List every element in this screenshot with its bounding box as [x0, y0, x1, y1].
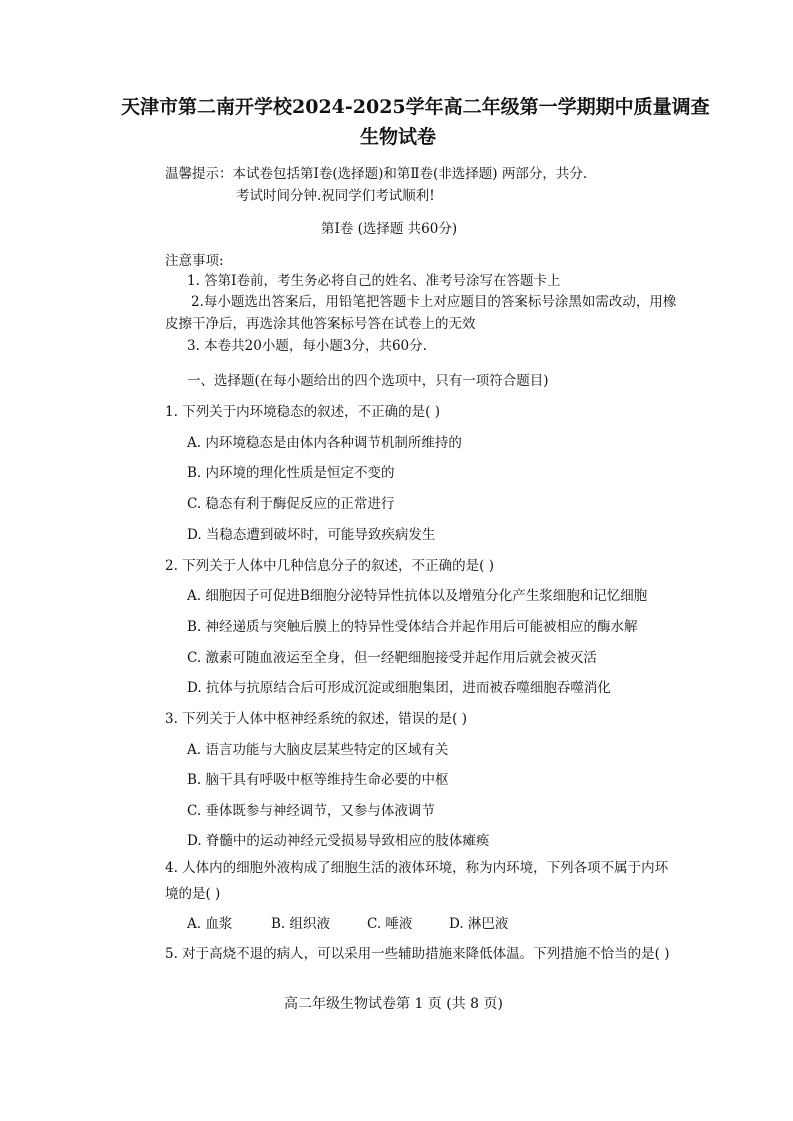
question-2-option-a: A. 细胞因子可促进B细胞分泌特异性抗体以及增殖分化产生浆细胞和记忆细胞 [187, 588, 648, 604]
question-1-option-c: C. 稳态有利于酶促反应的正常进行 [187, 496, 395, 512]
question-4-option-b: B. 组织液 [271, 916, 331, 932]
notes-item-2-line-2: 皮擦干净后，再选涂其他答案标号答在试卷上的无效 [165, 316, 476, 332]
question-4-option-a: A. 血浆 [187, 916, 233, 932]
question-1-option-b: B. 内环境的理化性质是恒定不变的 [187, 465, 395, 481]
question-3-option-a: A. 语言功能与大脑皮层某些特定的区域有关 [187, 742, 449, 758]
question-3-stem: 3. 下列关于人体中枢神经系统的叙述，错误的是( ) [165, 711, 467, 727]
exam-title: 天津市第二南开学校2024-2025学年高二年级第一学期期中质量调查 [121, 96, 710, 118]
question-3-option-b: B. 脑干具有呼吸中枢等维持生命必要的中枢 [187, 772, 449, 788]
question-3-option-d: D. 脊髓中的运动神经元受损易导致相应的肢体瘫痪 [187, 833, 490, 849]
notes-item-1: 1. 答第Ⅰ卷前，考生务必将自己的姓名、准考号涂写在答题卡上 [187, 273, 561, 289]
question-2-option-c: C. 激素可随血液运至全身，但一经靶细胞接受并起作用后就会被灭活 [187, 650, 597, 666]
notes-item-3: 3. 本卷共20小题，每小题3分，共60分. [187, 338, 427, 354]
question-1-option-a: A. 内环境稳态是由体内各种调节机制所维持的 [187, 435, 462, 451]
page-footer: 高二年级生物试卷第 1 页 (共 8 页) [284, 996, 503, 1012]
question-4-option-d: D. 淋巴液 [449, 916, 509, 932]
question-2-option-b: B. 神经递质与突触后膜上的特异性受体结合并起作用后可能被相应的酶水解 [187, 619, 638, 635]
question-4-stem-line-1: 4. 人体内的细胞外液构成了细胞生活的液体环境，称为内环境，下列各项不属于内环 [165, 860, 669, 876]
section-title: 第Ⅰ卷 (选择题 共60分) [321, 221, 458, 237]
question-3-option-c: C. 垂体既参与神经调节，又参与体液调节 [187, 803, 435, 819]
question-1-stem: 1. 下列关于内环境稳态的叙述，不正确的是( ) [165, 404, 440, 420]
question-2-stem: 2. 下列关于人体中几种信息分子的叙述，不正确的是( ) [165, 558, 494, 574]
part-title: 一、选择题(在每小题给出的四个选项中，只有一项符合题目) [187, 373, 549, 389]
notes-heading: 注意事项: [165, 253, 224, 269]
tips-line-1: 温馨提示：本试卷包括第Ⅰ卷(选择题)和第Ⅱ卷(非选择题) 两部分，共分. [165, 166, 588, 182]
question-4-option-c: C. 唾液 [367, 916, 413, 932]
exam-subtitle: 生物试卷 [360, 126, 437, 148]
question-2-option-d: D. 抗体与抗原结合后可形成沉淀或细胞集团，进而被吞噬细胞吞噬消化 [187, 680, 611, 696]
question-1-option-d: D. 当稳态遭到破坏时，可能导致疾病发生 [187, 527, 436, 543]
question-4-stem-line-2: 境的是( ) [165, 886, 221, 902]
notes-item-2-line-1: 2.每小题选出答案后，用铅笔把答题卡上对应题目的答案标号涂黑如需改动，用橡 [191, 294, 677, 310]
tips-line-2: 考试时间分钟.祝同学们考试顺利! [236, 188, 435, 204]
question-5-stem: 5. 对于高烧不退的病人，可以采用一些辅助措施来降低体温。下列措施不恰当的是( ) [165, 946, 670, 962]
